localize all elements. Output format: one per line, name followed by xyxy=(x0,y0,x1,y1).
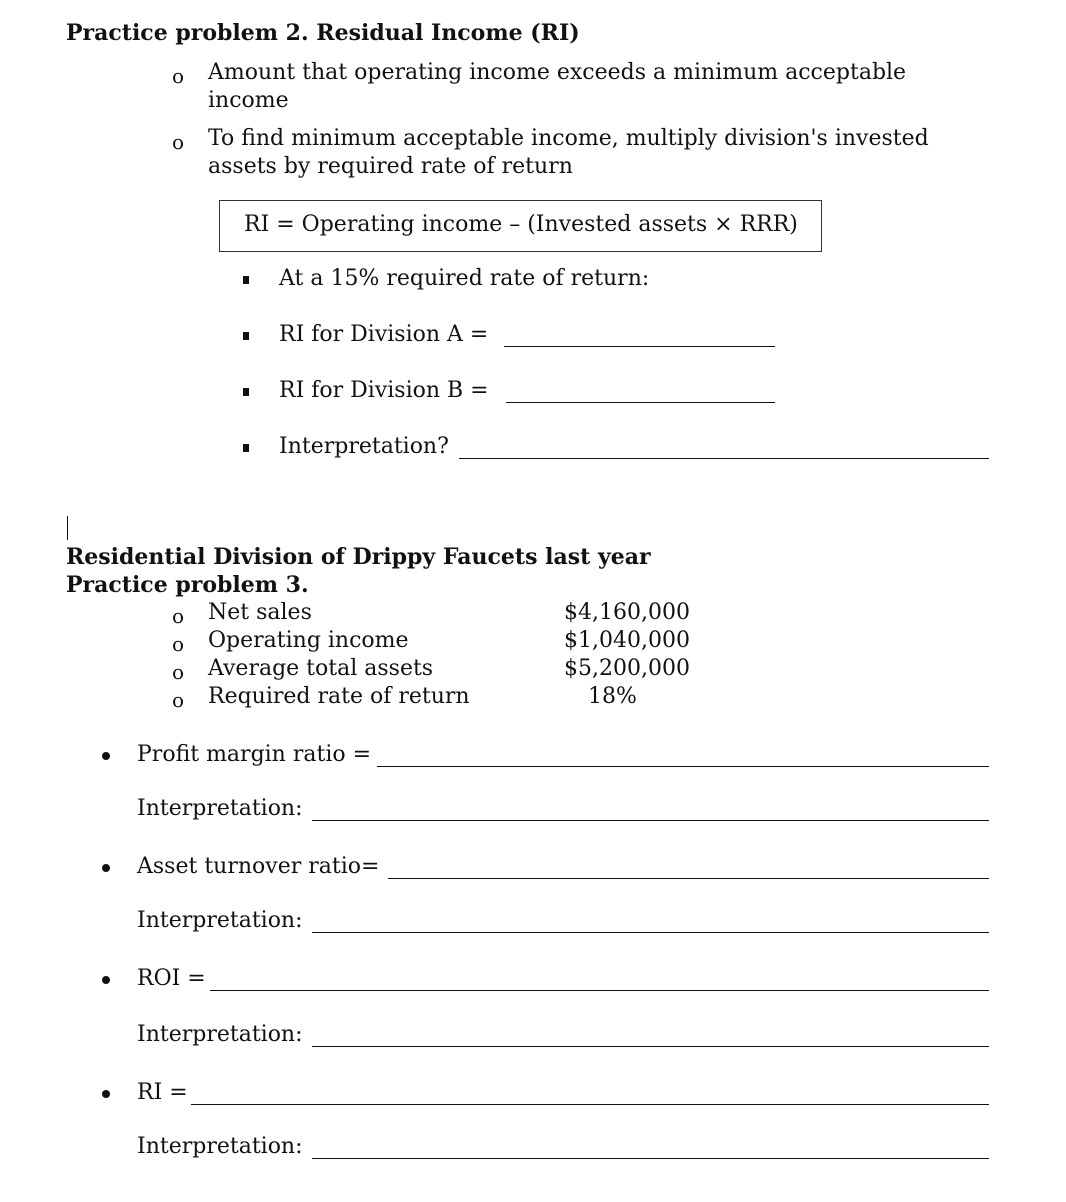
interpretation-label: Interpretation? xyxy=(279,434,449,459)
problem3-title-line1: Residential Division of Drippy Faucets last year xyxy=(66,544,651,570)
bullet-marker: o xyxy=(172,130,185,154)
bullet-marker: o xyxy=(172,64,185,88)
average-total-assets-label: Average total assets xyxy=(208,656,434,681)
bullet-marker: o xyxy=(172,660,185,684)
ri-answer-line[interactable] xyxy=(191,1104,989,1105)
roi-interpretation-label: Interpretation: xyxy=(137,1022,303,1047)
bullet-marker: o xyxy=(172,632,185,656)
ri-division-b-label: RI for Division B = xyxy=(279,378,489,403)
square-bullet-icon xyxy=(243,276,249,284)
asset-turnover-answer-line[interactable] xyxy=(388,878,989,879)
ri-division-b-answer-line[interactable] xyxy=(506,402,775,403)
net-sales-value: $4,160,000 xyxy=(564,600,690,625)
asset-turnover-interpretation-line[interactable] xyxy=(312,932,989,933)
problem2-bullet-2-line1: To find minimum acceptable income, multiply division's invested xyxy=(208,126,929,151)
bullet-dot-icon xyxy=(102,752,110,760)
operating-income-value: $1,040,000 xyxy=(564,628,690,653)
ri-label: RI = xyxy=(137,1080,188,1105)
square-bullet-icon xyxy=(243,332,249,340)
ri-interpretation-line[interactable] xyxy=(312,1158,989,1159)
problem2-title: Practice problem 2. Residual Income (RI) xyxy=(66,20,580,46)
required-rate-note: At a 15% required rate of return: xyxy=(279,266,650,291)
interpretation-answer-line[interactable] xyxy=(459,458,989,459)
roi-label: ROI = xyxy=(137,966,206,991)
problem3-title-line2: Practice problem 3. xyxy=(66,572,309,598)
profit-margin-answer-line[interactable] xyxy=(377,766,989,767)
profit-margin-interpretation-label: Interpretation: xyxy=(137,796,303,821)
problem2-bullet-2-line2: assets by required rate of return xyxy=(208,154,573,179)
profit-margin-interpretation-line[interactable] xyxy=(312,820,989,821)
operating-income-label: Operating income xyxy=(208,628,409,653)
problem2-bullet-1-line2: income xyxy=(208,88,289,113)
bullet-dot-icon xyxy=(102,1090,110,1098)
profit-margin-label: Profit margin ratio = xyxy=(137,742,372,767)
required-rate-value: 18% xyxy=(588,684,637,709)
bullet-dot-icon xyxy=(102,864,110,872)
square-bullet-icon xyxy=(243,444,249,452)
roi-interpretation-line[interactable] xyxy=(312,1046,989,1047)
square-bullet-icon xyxy=(243,388,249,396)
ri-division-a-answer-line[interactable] xyxy=(504,346,775,347)
average-total-assets-value: $5,200,000 xyxy=(564,656,690,681)
asset-turnover-label: Asset turnover ratio= xyxy=(137,854,380,879)
text-cursor xyxy=(67,516,68,540)
required-rate-label: Required rate of return xyxy=(208,684,470,709)
problem2-bullet-1-line1: Amount that operating income exceeds a minimum acceptable xyxy=(208,60,907,85)
bullet-marker: o xyxy=(172,604,185,628)
ri-division-a-label: RI for Division A = xyxy=(279,322,489,347)
bullet-dot-icon xyxy=(102,976,110,984)
bullet-marker: o xyxy=(172,688,185,712)
net-sales-label: Net sales xyxy=(208,600,312,625)
asset-turnover-interpretation-label: Interpretation: xyxy=(137,908,303,933)
ri-formula: RI = Operating income – (Invested assets × RRR) xyxy=(244,212,798,237)
ri-interpretation-label: Interpretation: xyxy=(137,1134,303,1159)
roi-answer-line[interactable] xyxy=(210,990,989,991)
